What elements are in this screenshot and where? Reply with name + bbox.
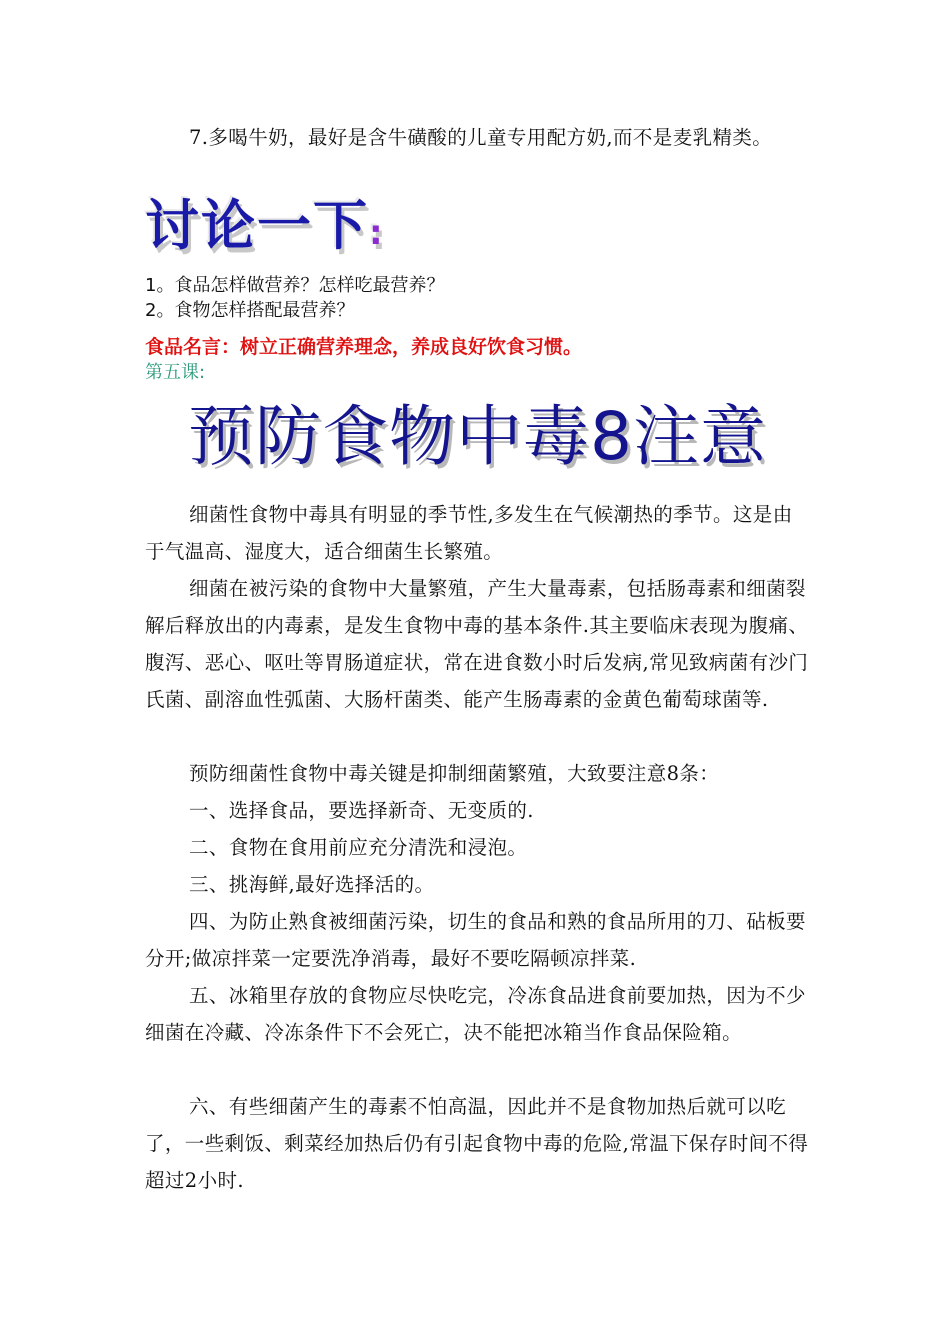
discussion-question-1: 1。食品怎样做营养？怎样吃最营养？ <box>145 275 445 296</box>
lesson-label: 第五课: <box>145 362 206 383</box>
tip-item-2: 二、食物在食用前应充分清洗和浸泡。 <box>189 836 528 859</box>
discussion-heading-text: 讨论一下 <box>145 194 369 257</box>
tip-item-1: 一、选择食品，要选择新奇、无变质的. <box>189 799 534 822</box>
lesson-title-wordart: 预防食物中毒8注意 <box>188 398 767 475</box>
discussion-heading-wordart <box>145 196 385 263</box>
tip-item-4: 四、为防止熟食被细菌污染，切生的食品和熟的食品所用的刀、砧板要分开;做凉拌菜一定要洗净消毒，最好不要吃隔顿凉拌菜. <box>145 910 806 970</box>
tip-item-5: 五、冰箱里存放的食物应尽快吃完，冷冻食品进食前要加热，因为不少细菌在冷藏、冷冻条件下不会死亡，决不能把冰箱当作食品保险箱。 <box>145 984 806 1044</box>
tip-item-3: 三、挑海鲜,最好选择活的。 <box>189 873 435 896</box>
food-motto: 食品名言：树立正确营养理念，养成良好饮食习惯。 <box>145 336 583 358</box>
body-paragraph-2: 细菌在被污染的食物中大量繁殖，产生大量毒素，包括肠毒素和细菌裂解后释放出的内毒素，是发生食物中毒的基本条件.其主要临床表现为腹痛、腹泻、恶心、呕吐等胃肠道症状，常在进食数小时后发病,常见致病菌有沙门氏菌、副溶血性弧菌、大肠杆菌类、能产生肠毒素的金黄色葡萄球菌等. <box>145 577 809 711</box>
body-paragraph-3: 预防细菌性食物中毒关键是抑制细菌繁殖，大致要注意8条： <box>189 762 720 785</box>
body-paragraph-1: 细菌性食物中毒具有明显的季节性,多发生在气候潮热的季节。这是由于气温高、湿度大，适合细菌生长繁殖。 <box>145 503 793 563</box>
discussion-question-2: 2。食物怎样搭配最营养？ <box>145 300 355 321</box>
milk-tip-paragraph: 7.多喝牛奶，最好是含牛磺酸的儿童专用配方奶,而不是麦乳精类。 <box>189 126 773 149</box>
discussion-heading-colon: : <box>369 213 385 253</box>
tip-item-6: 六、有些细菌产生的毒素不怕高温，因此并不是食物加热后就可以吃了，一些剩饭、剩菜经加热后仍有引起食物中毒的危险,常温下保存时间不得超过2小时. <box>145 1095 809 1192</box>
